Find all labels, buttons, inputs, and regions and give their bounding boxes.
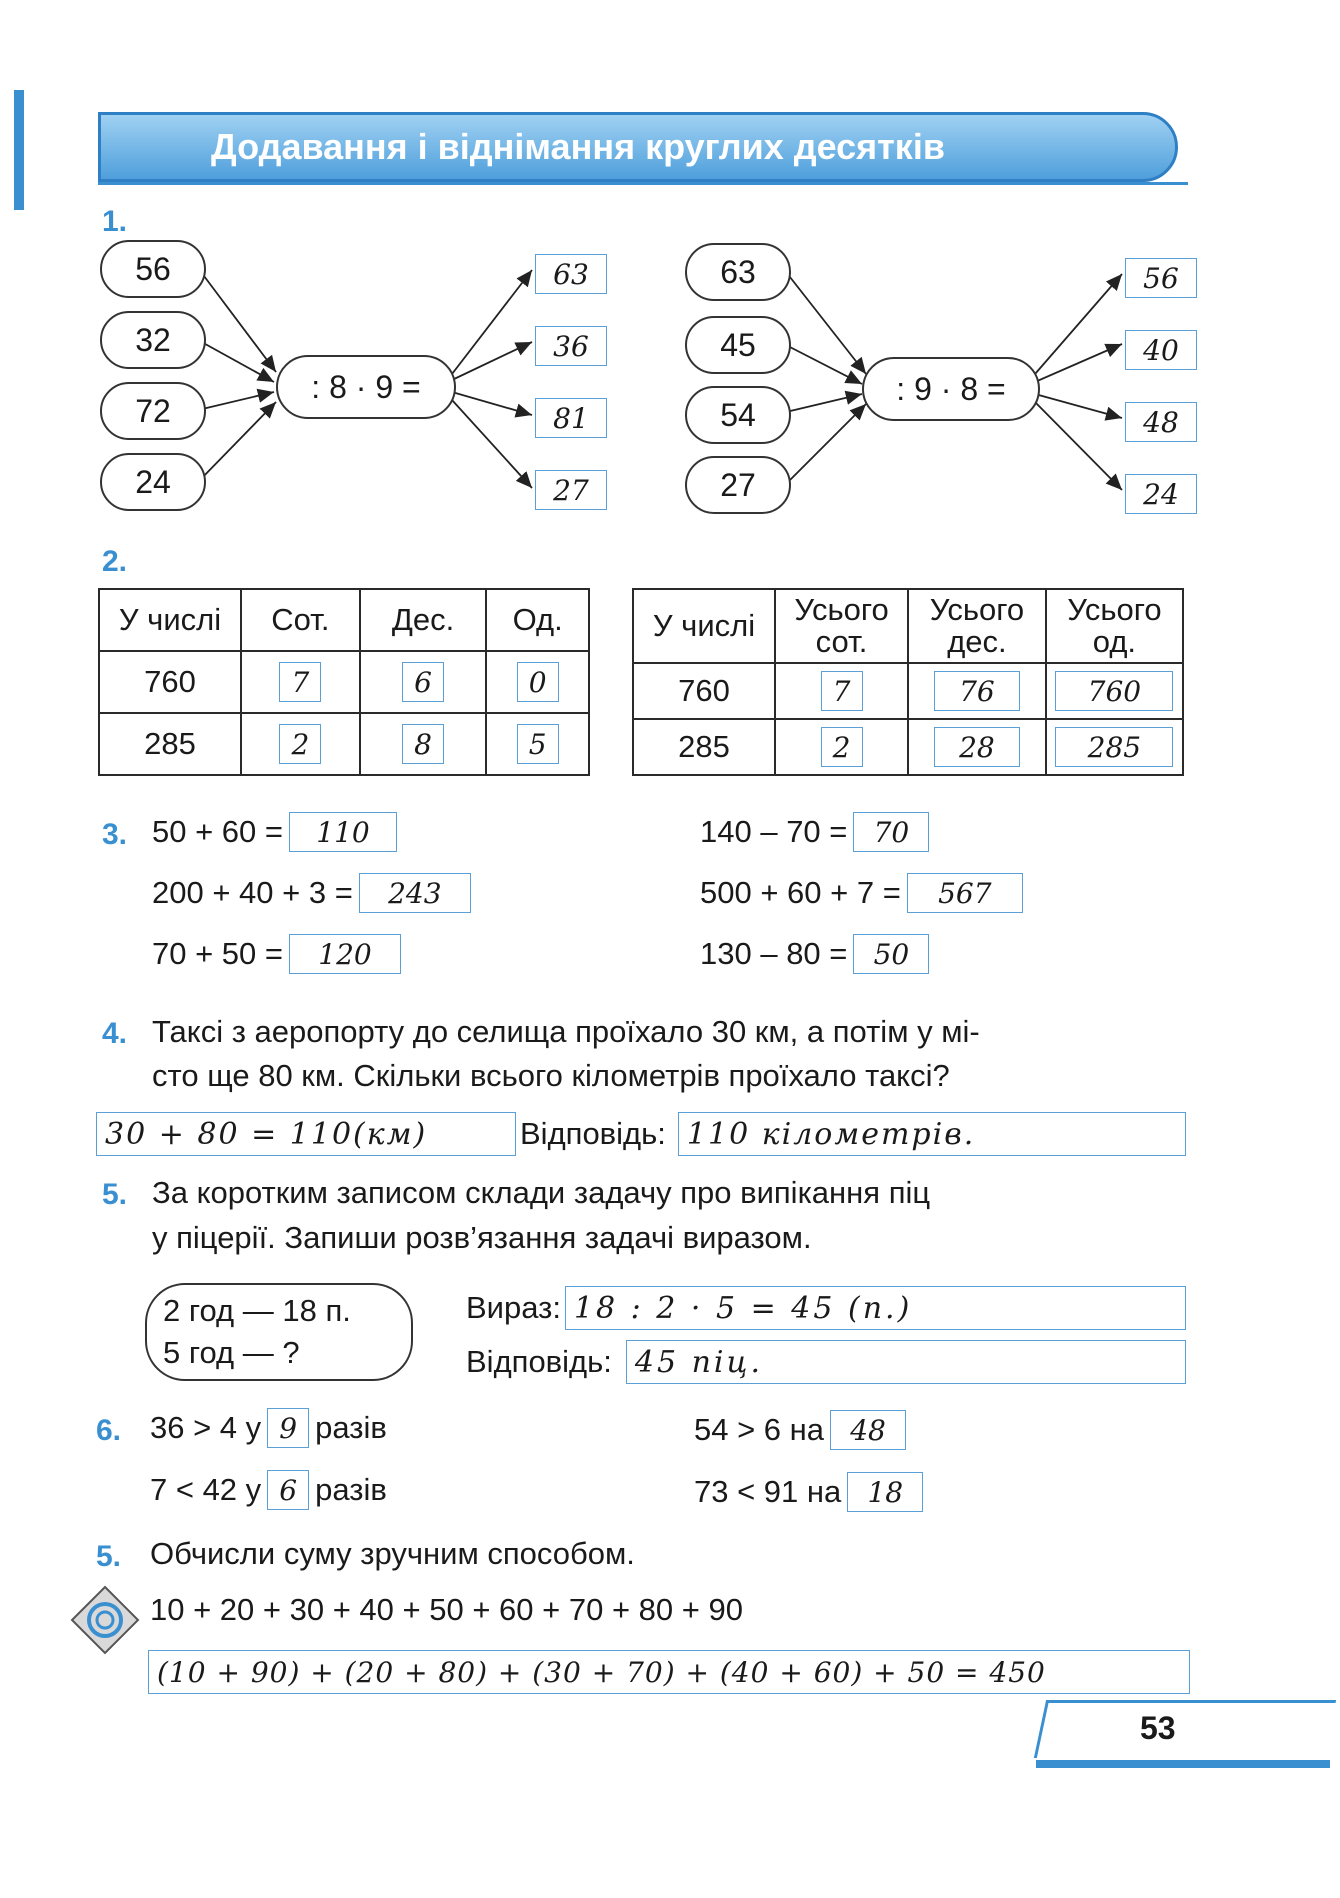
- ex3-answer: 70: [853, 812, 929, 852]
- ex1-right-output: 56: [1125, 258, 1197, 298]
- ex5-expression-field: [565, 1286, 1186, 1330]
- ex7-number: 5.: [96, 1540, 122, 1573]
- ex6-answer: 18: [847, 1472, 923, 1512]
- ex6-item: [150, 1470, 387, 1510]
- ex4-number: 4.: [102, 1017, 128, 1050]
- ex2-table-totals: [632, 588, 1184, 776]
- ex3-answer: 120: [289, 934, 401, 974]
- ex5-expression: 18 : 2 · 5 = 45 (п.): [573, 1290, 913, 1326]
- page-title: Додавання і віднімання круглих десятків: [211, 126, 945, 167]
- ex2-table-digits: [98, 588, 590, 776]
- ex4-answer-row: [96, 1112, 1186, 1156]
- ex6-number: 6.: [96, 1414, 122, 1447]
- table-cell: 760: [99, 651, 241, 713]
- ex3-answer: 110: [289, 812, 397, 852]
- answer-cell: 285: [1055, 727, 1173, 767]
- ex3-row: [700, 873, 1023, 913]
- ex1-left-output: 81: [535, 398, 607, 438]
- table-cell: 285: [99, 713, 241, 775]
- ex5-answer-row: [466, 1340, 1186, 1384]
- ex3-expression: 140 – 70 =: [700, 814, 848, 849]
- ex6-answer: 9: [267, 1408, 309, 1448]
- answer-cell: 2: [279, 724, 321, 764]
- ex5-text-line: За коротким записом склади задачу про випікання піц: [152, 1175, 931, 1210]
- table-header: Усього дес.: [908, 589, 1046, 663]
- ex1-left-input: 72: [100, 382, 206, 440]
- ex6-item-text: 7 < 42 у: [150, 1472, 262, 1507]
- ex5-number: 5.: [102, 1178, 128, 1211]
- ex1-left-output: 36: [535, 326, 607, 366]
- ex3-row: [700, 934, 929, 974]
- table-header: Усього сот.: [775, 589, 908, 663]
- ex4-solution-field: [96, 1112, 516, 1156]
- answer-cell: 7: [279, 662, 321, 702]
- ex7-expression: 10 + 20 + 30 + 40 + 50 + 60 + 70 + 80 + 90: [150, 1592, 743, 1627]
- ex1-right-input: 54: [685, 386, 791, 444]
- ex1-left-input: 32: [100, 311, 206, 369]
- table-cell: 285: [633, 719, 775, 775]
- ex2-number: 2.: [102, 545, 128, 578]
- ex6-item: [694, 1472, 923, 1512]
- ex5-expression-row: [466, 1286, 1186, 1330]
- ex4-text-line: Таксі з аеропорту до селища проїхало 30 км, а потім у мі-: [152, 1014, 980, 1049]
- table-row: [99, 713, 589, 775]
- answer-cell: 76: [934, 671, 1020, 711]
- table-row: [633, 719, 1183, 775]
- page-number: 53: [1140, 1710, 1176, 1746]
- ex7-solution-field: [148, 1650, 1190, 1694]
- ex1-right-operation: : 9 · 8 =: [862, 357, 1040, 421]
- ex3-expression: 500 + 60 + 7 =: [700, 875, 901, 910]
- answer-cell: 2: [821, 727, 863, 767]
- ex6-answer: 6: [267, 1470, 309, 1510]
- ex5-answer: 45 піц.: [634, 1344, 763, 1380]
- ex1-right-output: 48: [1125, 402, 1197, 442]
- ex4-solution: 30 + 80 = 110(км): [105, 1116, 428, 1152]
- ex5-short-note: [145, 1283, 413, 1381]
- ex3-expression: 200 + 40 + 3 =: [152, 875, 353, 910]
- ex6-item-text: 36 > 4 у: [150, 1410, 262, 1445]
- ex1-right-input: 45: [685, 316, 791, 374]
- ex3-answer: 243: [359, 873, 471, 913]
- ex5-text-line: у піцерії. Запиши розв’язання задачі виразом.: [152, 1220, 812, 1255]
- ex5-expression-label: Вираз:: [466, 1290, 561, 1325]
- answer-cell: 5: [517, 724, 559, 764]
- answer-cell: 6: [402, 662, 444, 702]
- ex4-answer-field: [678, 1112, 1186, 1156]
- ex3-expression: 70 + 50 =: [152, 936, 284, 971]
- ex1-left-output: 63: [535, 254, 607, 294]
- ex7-text-line: Обчисли суму зручним способом.: [150, 1536, 635, 1571]
- ex5-answer-field: [626, 1340, 1186, 1384]
- table-header: У числі: [633, 589, 775, 663]
- ex3-row: [700, 812, 929, 852]
- table-row: [633, 663, 1183, 719]
- answer-cell: 0: [517, 662, 559, 702]
- ex6-item-text: 73 < 91 на: [694, 1474, 842, 1509]
- ex1-left-input: 24: [100, 453, 206, 511]
- table-header: У числі: [99, 589, 241, 651]
- ex1-left-output: 27: [535, 470, 607, 510]
- table-row: [99, 651, 589, 713]
- ex5-answer-label: Відповідь:: [466, 1344, 612, 1379]
- ex1-right-output: 24: [1125, 474, 1197, 514]
- ex4-text-line: сто ще 80 км. Скільки всього кілометрів проїхало таксі?: [152, 1058, 950, 1093]
- ex4-answer: 110 кілометрів.: [686, 1116, 976, 1152]
- ex3-number: 3.: [102, 818, 128, 851]
- answer-cell: 760: [1055, 671, 1173, 711]
- ex1-left-input: 56: [100, 240, 206, 298]
- ex3-answer: 50: [853, 934, 929, 974]
- answer-cell: 28: [934, 727, 1020, 767]
- ex3-answer: 567: [907, 873, 1023, 913]
- table-header: Од.: [486, 589, 589, 651]
- table-header: Усього од.: [1046, 589, 1183, 663]
- ex1-right-input: 63: [685, 243, 791, 301]
- ex5-note-line: 5 год — ?: [163, 1335, 300, 1370]
- ex1-right-input: 27: [685, 456, 791, 514]
- ex6-item: [694, 1410, 906, 1450]
- ex5-note-line: 2 год — 18 п.: [163, 1293, 351, 1328]
- table-cell: 760: [633, 663, 775, 719]
- table-header: Дес.: [360, 589, 487, 651]
- ex1-right-output: 40: [1125, 330, 1197, 370]
- ex6-item-suffix: разів: [315, 1410, 387, 1445]
- challenge-diamond-icon: [70, 1585, 140, 1655]
- ex6-item-suffix: разів: [315, 1472, 387, 1507]
- page-number-tab: [1034, 1700, 1336, 1758]
- ex3-expression: 50 + 60 =: [152, 814, 284, 849]
- answer-cell: 8: [402, 724, 444, 764]
- ex1-left-operation: : 8 · 9 =: [276, 355, 456, 419]
- table-header: Сот.: [241, 589, 360, 651]
- answer-cell: 7: [821, 671, 863, 711]
- ex4-answer-label: Відповідь:: [520, 1116, 666, 1151]
- ex6-item-text: 54 > 6 на: [694, 1412, 825, 1447]
- ex3-row: [152, 934, 401, 974]
- ex3-row: [152, 873, 471, 913]
- ex6-item: [150, 1408, 387, 1448]
- ex3-row: [152, 812, 397, 852]
- page-bottom-stripe: [1036, 1760, 1330, 1768]
- ex3-expression: 130 – 80 =: [700, 936, 848, 971]
- ex1-number: 1.: [102, 205, 128, 238]
- ex7-solution: (10 + 90) + (20 + 80) + (30 + 70) + (40 + 60) + 50 = 450: [157, 1655, 1046, 1689]
- ex6-answer: 48: [830, 1410, 906, 1450]
